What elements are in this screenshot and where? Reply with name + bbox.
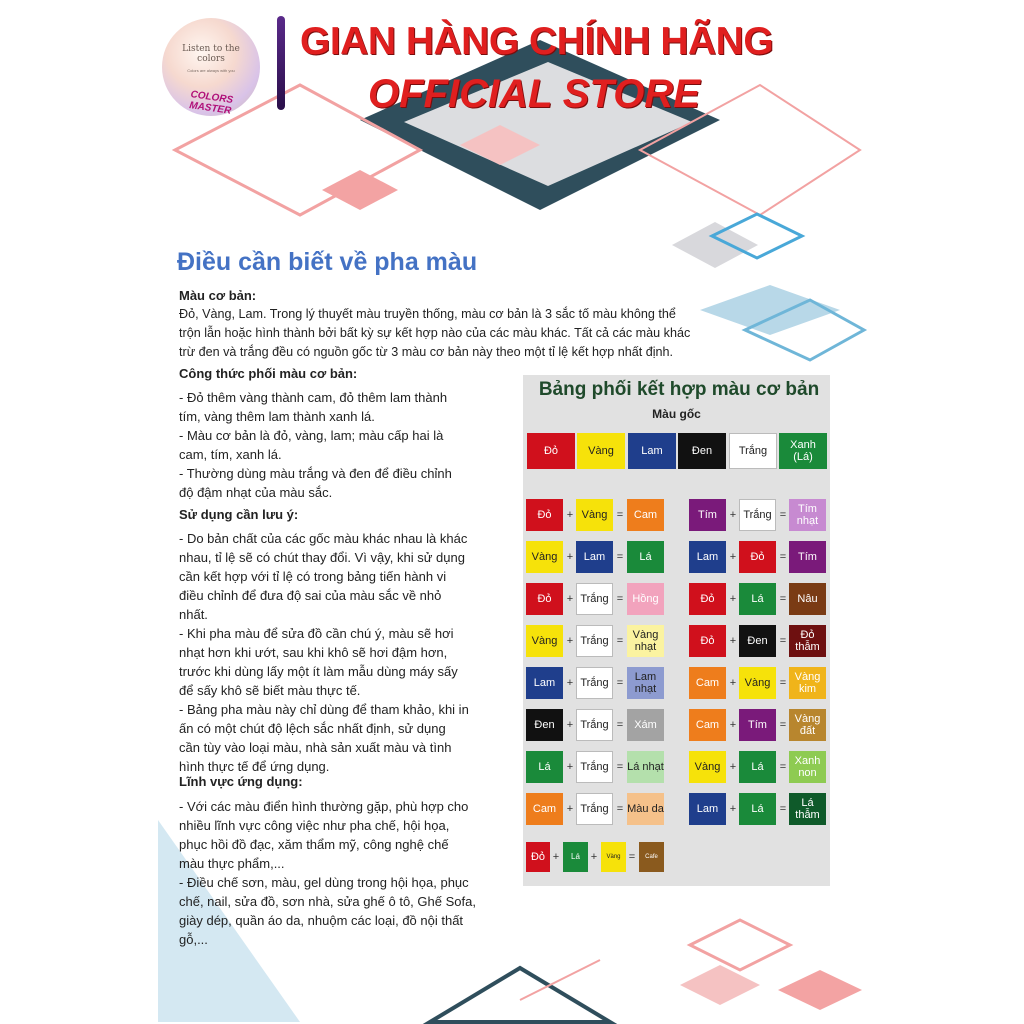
mix-result-swatch: Tím <box>789 541 826 573</box>
mix-input-swatch: Lá <box>739 583 776 615</box>
mix-input-swatch: Tím <box>739 709 776 741</box>
page-subtitle: OFFICIAL STORE <box>368 72 700 116</box>
equals-sign: = <box>779 509 787 521</box>
table-subtitle: Màu gốc <box>652 407 701 421</box>
plus-sign: + <box>729 761 737 773</box>
mix-input-swatch: Lam <box>576 541 613 573</box>
equals-sign: = <box>616 551 624 563</box>
mix-input-swatch: Lá <box>739 751 776 783</box>
text-line: cần tùy vào loại màu, nhà sản xuất màu và tình <box>179 740 452 755</box>
mix-result-swatch: Lam nhạt <box>627 667 664 699</box>
text-line: - Đỏ thêm vàng thành cam, đỏ thêm lam thành <box>179 390 448 405</box>
text-line: gỗ,... <box>179 932 208 947</box>
equals-sign: = <box>779 761 787 773</box>
plus-sign: + <box>566 803 574 815</box>
mix-input-swatch: Lá <box>739 793 776 825</box>
mix-input-swatch: Vàng <box>739 667 776 699</box>
base-color-swatch: Xanh (Lá) <box>779 433 827 469</box>
plus-sign: + <box>566 761 574 773</box>
mix-result-swatch: Cafe <box>639 842 664 872</box>
text-line: ấn có một chút độ lệch sắc nhất định, sử dụng <box>179 721 446 736</box>
mix-input-swatch: Cam <box>689 709 726 741</box>
text-line: nhất. <box>179 607 208 622</box>
text-line: nhau, tỉ lệ sẽ có chút thay đổi. Vì vậy, khi sử dụng <box>179 550 465 565</box>
plus-sign: + <box>566 719 574 731</box>
text-line: tím, vàng thêm lam thành xanh lá. <box>179 409 375 424</box>
text-line: trước khi dùng lấy một ít làm mẫu dùng máy sấy <box>179 664 458 679</box>
text-line: Đỏ, Vàng, Lam. Trong lý thuyết màu truyền thống, màu cơ bản là 3 sắc tố màu không thể <box>179 307 676 321</box>
plus-sign: + <box>566 677 574 689</box>
mix-result-swatch: Vàng đất <box>789 709 826 741</box>
mix-result-swatch: Lá thẫm <box>789 793 826 825</box>
section-body-applications <box>179 797 476 949</box>
mix-input-swatch: Trắng <box>576 667 613 699</box>
base-color-swatch: Lam <box>628 433 676 469</box>
plus-sign: + <box>729 677 737 689</box>
plus-sign: + <box>566 509 574 521</box>
text-line: - Khi pha màu để sửa đồ cần chú ý, màu sẽ hơi <box>179 626 454 641</box>
mix-input-swatch: Trắng <box>576 751 613 783</box>
equals-sign: = <box>779 593 787 605</box>
mix-result-swatch: Cam <box>627 499 664 531</box>
mix-input-swatch: Lam <box>689 793 726 825</box>
mix-input-swatch: Đen <box>526 709 563 741</box>
mix-input-swatch: Cam <box>689 667 726 699</box>
text-line: chế, nail, sửa đồ, sơn nhà, sửa ghế ô tô, Ghế Sofa, <box>179 894 476 909</box>
mix-input-swatch: Đỏ <box>526 583 563 615</box>
text-line: độ đậm nhạt của màu sắc. <box>179 485 333 500</box>
mix-input-swatch: Vàng <box>576 499 613 531</box>
section-body-notes <box>179 529 469 776</box>
mix-input-swatch: Đỏ <box>689 583 726 615</box>
table-title: Bảng phối kết hợp màu cơ bản <box>538 379 820 400</box>
section-heading-notes: Sử dụng cần lưu ý: <box>179 507 299 522</box>
text-line: hình thực tế để ứng dụng. <box>179 759 330 774</box>
mix-input-swatch: Đỏ <box>689 625 726 657</box>
equals-sign: = <box>616 509 624 521</box>
mix-input-swatch: Tím <box>689 499 726 531</box>
mix-input-swatch: Lá <box>563 842 588 872</box>
plus-sign: + <box>552 851 560 863</box>
text-line: cần kết hợp với tỉ lệ có trong bảng tiến hành vi <box>179 569 447 584</box>
mix-result-swatch: Tím nhạt <box>789 499 826 531</box>
mix-input-swatch: Đỏ <box>739 541 776 573</box>
section-body-formula <box>179 388 452 502</box>
mix-result-swatch: Màu da <box>627 793 664 825</box>
logo-tagline: Colors are always with you <box>187 68 235 73</box>
header-divider <box>277 16 285 110</box>
equals-sign: = <box>616 719 624 731</box>
text-line: nhiều lĩnh vực công việc như pha chế, hội họa, <box>179 818 450 833</box>
equals-sign: = <box>628 851 636 863</box>
text-line: để sấy khô sẽ biết màu thực tế. <box>179 683 361 698</box>
logo-brand: COLORS MASTER <box>188 89 234 117</box>
mix-input-swatch: Lam <box>526 667 563 699</box>
mix-input-swatch: Cam <box>526 793 563 825</box>
mix-input-swatch: Đỏ <box>526 499 563 531</box>
plus-sign: + <box>729 593 737 605</box>
equals-sign: = <box>616 677 624 689</box>
plus-sign: + <box>566 593 574 605</box>
plus-sign: + <box>729 509 737 521</box>
logo-line1: Listen to the <box>182 44 240 54</box>
mix-result-swatch: Vàng nhạt <box>627 625 664 657</box>
mix-input-swatch: Trắng <box>739 499 776 531</box>
mix-input-swatch: Vàng <box>601 842 626 872</box>
mix-result-swatch: Vàng kim <box>789 667 826 699</box>
equals-sign: = <box>616 635 624 647</box>
mix-input-swatch: Trắng <box>576 583 613 615</box>
mix-input-swatch: Đỏ <box>526 842 550 872</box>
text-line: điều chỉnh để đưa độ sai của màu sắc về nhỏ <box>179 588 442 603</box>
text-line: giày dép, quần áo da, nhuộm các loại, đồ nội thất <box>179 913 464 928</box>
brand-logo <box>162 18 260 116</box>
equals-sign: = <box>779 551 787 563</box>
equals-sign: = <box>616 761 624 773</box>
text-line: - Với các màu điển hình thường gặp, phù hợp cho <box>179 799 469 814</box>
base-color-swatch: Đen <box>678 433 726 469</box>
base-color-swatch: Trắng <box>729 433 777 469</box>
plus-sign: + <box>729 719 737 731</box>
section-heading-formula: Công thức phối màu cơ bản: <box>179 366 358 381</box>
mix-result-swatch: Lá nhạt <box>627 751 664 783</box>
mix-input-swatch: Lá <box>526 751 563 783</box>
equals-sign: = <box>616 593 624 605</box>
mix-input-swatch: Đen <box>739 625 776 657</box>
text-line: - Do bản chất của các gốc màu khác nhau là khác <box>179 531 468 546</box>
equals-sign: = <box>616 803 624 815</box>
equals-sign: = <box>779 677 787 689</box>
text-line: trộn lẫn hoặc hình thành bởi bất kỳ sự kết hợp nào của các màu khác. Tất cả các màu khác <box>179 326 691 340</box>
section-heading-applications: Lĩnh vực ứng dụng: <box>179 774 303 789</box>
article-title: Điều cần biết về pha màu <box>177 248 478 276</box>
plus-sign: + <box>729 635 737 647</box>
text-line: màu thực phẩm,... <box>179 856 285 871</box>
text-line: cam, tím, xanh lá. <box>179 447 282 462</box>
mix-input-swatch: Trắng <box>576 709 613 741</box>
mix-input-swatch: Trắng <box>576 793 613 825</box>
plus-sign: + <box>729 551 737 563</box>
equals-sign: = <box>779 635 787 647</box>
mix-result-swatch: Lá <box>627 541 664 573</box>
equals-sign: = <box>779 719 787 731</box>
mix-result-swatch: Nâu <box>789 583 826 615</box>
mix-input-swatch: Vàng <box>689 751 726 783</box>
base-color-swatch: Đỏ <box>527 433 575 469</box>
plus-sign: + <box>729 803 737 815</box>
mix-input-swatch: Vàng <box>526 541 563 573</box>
plus-sign: + <box>590 851 598 863</box>
mix-result-swatch: Đỏ thẫm <box>789 625 826 657</box>
mix-input-swatch: Vàng <box>526 625 563 657</box>
mix-input-swatch: Lam <box>689 541 726 573</box>
section-heading-basic-colors: Màu cơ bản: <box>179 288 257 303</box>
mix-result-swatch: Hồng <box>627 583 664 615</box>
mix-result-swatch: Xanh non <box>789 751 826 783</box>
plus-sign: + <box>566 635 574 647</box>
section-body-basic-colors <box>179 305 690 362</box>
base-color-swatch: Vàng <box>577 433 625 469</box>
text-line: nhạt hơn khi ướt, sau khi khô sẽ hơi đậm hơn, <box>179 645 448 660</box>
equals-sign: = <box>779 803 787 815</box>
text-line: - Điều chế sơn, màu, gel dùng trong hội họa, phục <box>179 875 469 890</box>
text-line: phục hồi đồ đạc, xăm thẩm mỹ, công nghệ chế <box>179 837 449 852</box>
plus-sign: + <box>566 551 574 563</box>
mix-result-swatch: Xám <box>627 709 664 741</box>
mix-input-swatch: Trắng <box>576 625 613 657</box>
page-title: GIAN HÀNG CHÍNH HÃNG <box>300 20 774 63</box>
text-line: - Màu cơ bản là đỏ, vàng, lam; màu cấp hai là <box>179 428 444 443</box>
text-line: - Thường dùng màu trắng và đen để điều chỉnh <box>179 466 452 481</box>
logo-line2: colors <box>197 54 225 64</box>
text-line: - Bảng pha màu này chỉ dùng để tham khảo, khi in <box>179 702 469 717</box>
text-line: trừ đen và trắng đều có nguồn gốc từ 3 màu cơ bản này theo một tỉ lệ kết hợp nhất định. <box>179 345 674 359</box>
